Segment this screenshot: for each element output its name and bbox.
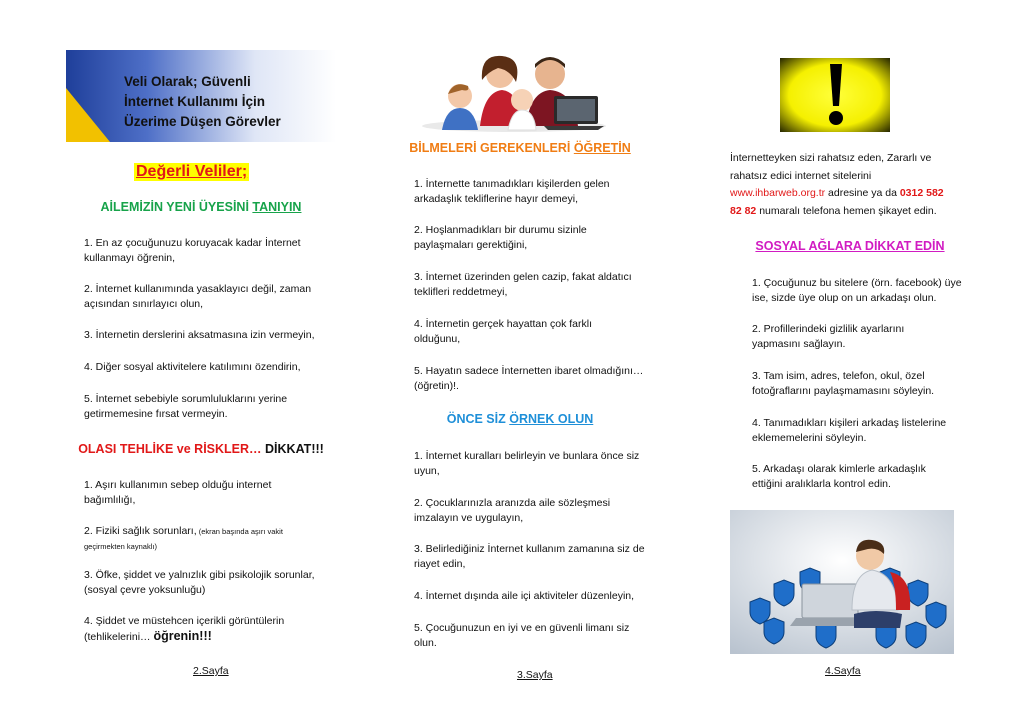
report-intro <box>730 150 980 220</box>
page-number-3: 3.Sayfa <box>517 669 553 681</box>
ihbarweb-link[interactable]: www.ihbarweb.org.tr <box>730 187 826 199</box>
col2-section1-title-a: BİLMELERİ GEREKENLERİ <box>409 141 574 155</box>
page-number-2: 2.Sayfa <box>193 665 229 677</box>
col1-section1-title-a: AİLEMİZİN YENİ ÜYESİNİ <box>100 200 253 214</box>
report-intro-line-1: İnternetteyken sizi rahatsız eden, Zararlı ve <box>730 152 932 164</box>
col2-example-item-2: 2. Çocuklarınızla aranızda aile sözleşmesi imzalayın ve uygulayın, <box>414 497 611 524</box>
banner <box>66 50 336 142</box>
banner-line-1: Veli Olarak; Güvenli <box>124 74 251 89</box>
col2-list-item-1: 1. İnternette tanımadıkları kişilerden gelen arkadaşlık tekliflerine hayır demeyi, <box>414 178 610 205</box>
col2-example-item-3: 3. Belirlediğiniz İnternet kullanım zamanına siz de riayet edin, <box>414 543 645 570</box>
col3-list-item-4: 4. Tanımadıkları kişileri arkadaş listelerine eklememelerini söyleyin. <box>752 417 947 444</box>
family-computer-illustration <box>418 52 610 132</box>
col1-section2-title-b: DİKKAT!!! <box>265 442 324 456</box>
warning-sign <box>780 58 890 132</box>
family-photo <box>418 52 610 132</box>
col1-risk-item-2-main: 2. Fiziki sağlık sorunları, <box>84 525 197 537</box>
col2-list-item-5: 5. Hayatın sadece İnternetten ibaret olmadığını… (öğretin)!. <box>414 365 644 392</box>
col1-risk-item-2-small: (ekran başında aşırı vakit geçirmekten kaynaklı) <box>84 527 283 551</box>
page-number-4: 4.Sayfa <box>825 665 861 677</box>
col2-example-item-5: 5. Çocuğunuzun en iyi ve en güvenli limanı siz olun. <box>414 622 630 649</box>
child-security-photo <box>730 510 954 654</box>
col1-list-item-1: 1. En az çocuğunuzu koruyacak kadar İnternet kullanmayı öğrenin, <box>84 237 301 264</box>
col1-risk-item-3: 3. Öfke, şiddet ve yalnızlık gibi psikolojik sorunlar, (sosyal çevre yoksunluğu) <box>84 569 315 596</box>
banner-line-2: İnternet Kullanımı İçin <box>124 94 266 109</box>
report-intro-mid: adresine ya da <box>825 187 900 199</box>
col3-list-item-1: 1. Çocuğunuz bu sitelere (örn. facebook) üye ise, sizde üye olup on un arkadaşı olun. <box>752 277 962 304</box>
col2-section2-title-a: ÖNCE SİZ <box>446 412 510 426</box>
phone-number-b: 82 82 <box>730 204 757 217</box>
col1-section1-title-b: TANIYIN <box>252 200 302 214</box>
col1-list-item-4: 4. Diğer sosyal aktivitelere katılımını özendirin, <box>84 361 301 373</box>
col1-risk-item-2 <box>84 524 314 554</box>
col1-risk-item-4 <box>84 614 324 645</box>
greeting: Değerli Veliler; <box>136 163 248 180</box>
exclamation-warning-icon <box>780 58 890 132</box>
col1-section2-title-a: OLASI TEHLİKE ve RİSKLER… <box>78 442 266 456</box>
phone-number-a: 0312 582 <box>899 187 944 199</box>
col2-section1-title-b: ÖĞRETİN <box>573 141 631 155</box>
col2-section1-title <box>390 141 650 155</box>
col1-section2-title <box>66 442 336 456</box>
col2-list-item-2: 2. Hoşlanmadıkları bir durumu sizinle paylaşmaları gerektiğini, <box>414 224 587 251</box>
col2-list-item-4: 4. İnternetin gerçek hayattan çok farklı olduğunu, <box>414 318 593 345</box>
child-with-laptop-shields-illustration <box>730 510 954 654</box>
col1-list-item-3: 3. İnternetin derslerini aksatmasına izin vermeyin, <box>84 329 315 341</box>
report-intro-end: numaralı telefona hemen şikayet edin. <box>756 204 937 217</box>
col2-section2-title-b: ÖRNEK OLUN <box>509 412 594 426</box>
col2-list-item-3: 3. İnternet üzerinden gelen cazip, fakat aldatıcı teklifleri reddetmeyi, <box>414 271 632 298</box>
banner-line-3: Üzerime Düşen Görevler <box>124 114 281 129</box>
col3-list-item-5: 5. Arkadaşı olarak kimlerle arkadaşlık ettiğini aralıklarla kontrol edin. <box>752 463 926 490</box>
col1-section1-title <box>66 200 336 214</box>
report-intro-line-2: rahatsız edici internet sitelerini <box>730 169 872 182</box>
col3-section-title: SOSYAL AĞLARA DİKKAT EDİN <box>755 239 945 253</box>
col1-list-item-2: 2. İnternet kullanımında yasaklayıcı değil, zaman açısından sınırlayıcı olun, <box>84 283 312 310</box>
col3-list-item-2: 2. Profillerindeki gizlilik ayarlarını yapmasını sağlayın. <box>752 323 905 350</box>
col2-example-item-4: 4. İnternet dışında aile içi aktiviteler düzenleyin, <box>414 590 635 602</box>
col1-risk-item-4-bold: öğrenin!!! <box>153 629 212 643</box>
col2-section2-title <box>390 412 650 426</box>
col1-risk-item-1: 1. Aşırı kullanımın sebep olduğu internet bağımlılığı, <box>84 479 272 506</box>
col2-example-item-1: 1. İnternet kuralları belirleyin ve bunlara önce siz uyun, <box>414 450 640 477</box>
col3-list-item-3: 3. Tam isim, adres, telefon, okul, özel fotoğraflarını paylaşmamasını söyleyin. <box>752 370 935 397</box>
col1-risk-item-4-main: 4. Şiddet ve müstehcen içerikli görüntülerin (tehlikelerini… <box>84 615 285 643</box>
col1-list-item-5: 5. İnternet sebebiyle sorumluluklarını yerine getirmemesine fırsat vermeyin. <box>84 393 288 420</box>
